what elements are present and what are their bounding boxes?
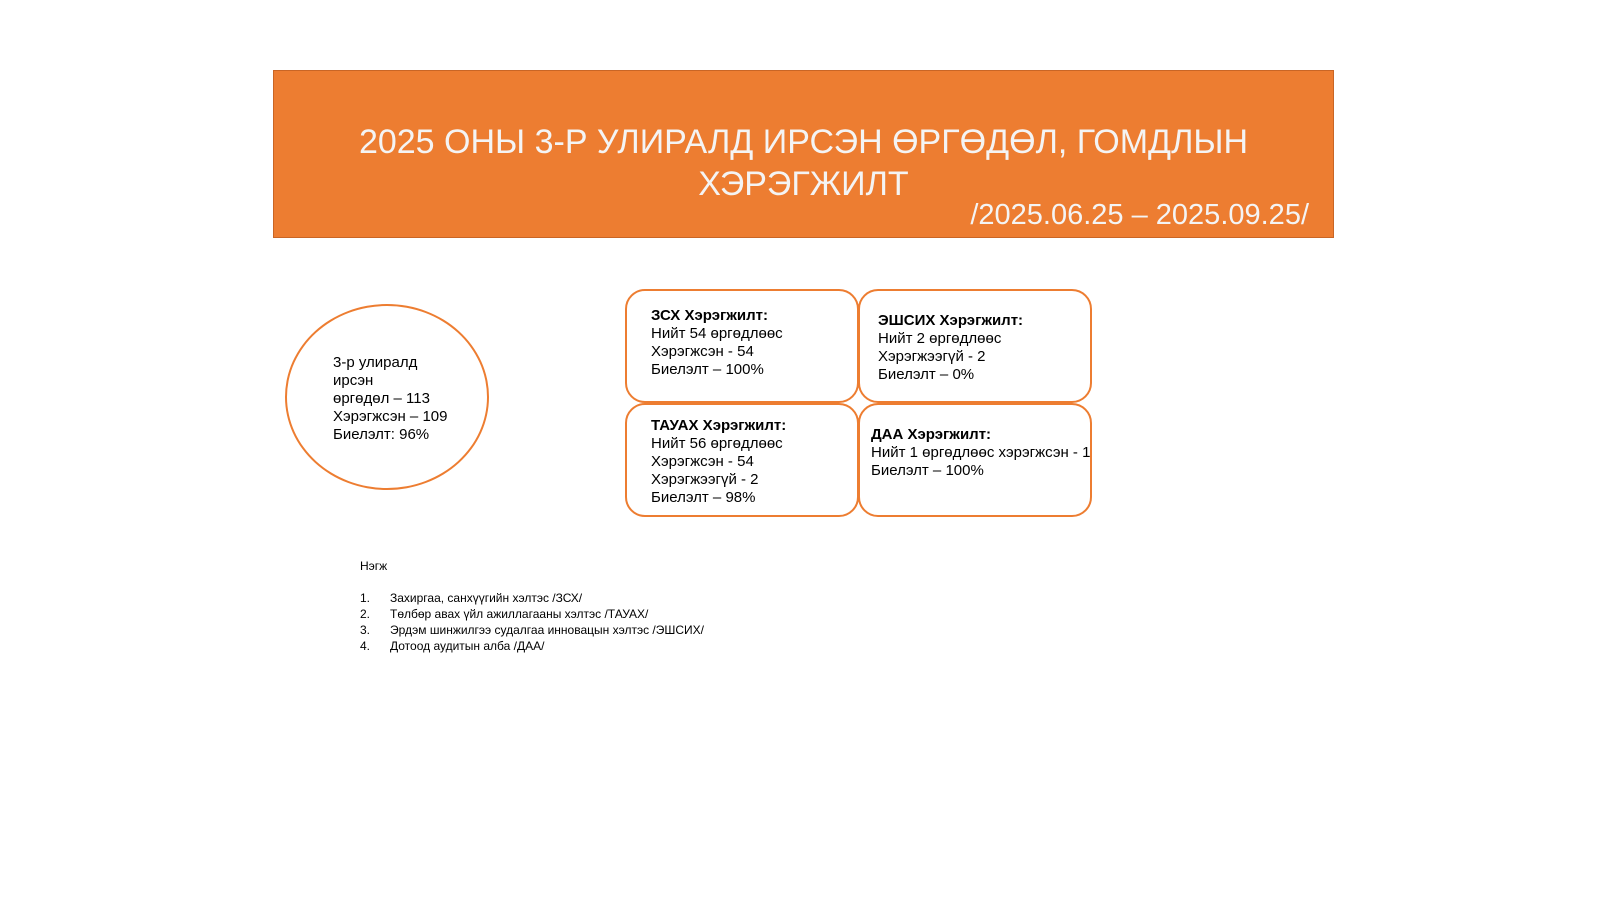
card-line: Нийт 54 өргөдлөөс <box>651 325 783 342</box>
page-title: 2025 ОНЫ 3-Р УЛИРАЛД ИРСЭН ӨРГӨДӨЛ, ГОМДЛЫН ХЭРЭГЖИЛТ <box>358 123 1249 203</box>
card-line: Биелэлт – 100% <box>651 361 764 378</box>
card-line: Биелэлт – 100% <box>871 462 984 479</box>
date-range: /2025.06.25 – 2025.09.25/ <box>970 199 1309 231</box>
card-line: Хэрэгжсэн - 54 <box>651 453 754 470</box>
card-line: Биелэлт – 0% <box>878 366 975 383</box>
card-line: Нийт 1 өргөдлөөс хэрэгжсэн - 1 <box>871 444 1091 461</box>
legend-item-text: Эрдэм шинжилгээ судалгаа инновацын хэлтэс /ЭШСИХ/ <box>390 623 704 637</box>
card-tauax <box>625 403 859 517</box>
card-line: Нийт 2 өргөдлөөс <box>878 330 1002 347</box>
legend-item-number: 4. <box>360 639 371 653</box>
legend-item-text: Захиргаа, санхүүгийн хэлтэс /ЗСХ/ <box>390 591 583 605</box>
card-heading: ТАУАХ Хэрэгжилт: <box>651 417 787 434</box>
card-eshsix <box>858 289 1092 403</box>
card-line: Хэрэгжээгүй - 2 <box>651 471 759 488</box>
legend-item-text: Төлбөр авах үйл ажиллагааны хэлтэс /ТАУАХ/ <box>390 607 649 621</box>
legend-title: Нэгж <box>360 559 388 573</box>
card-heading: ЭШСИХ Хэрэгжилт: <box>878 312 1024 329</box>
title-banner <box>273 70 1334 238</box>
legend-item <box>360 590 720 606</box>
card-zsx <box>625 289 859 403</box>
card-heading: ДАА Хэрэгжилт: <box>871 426 992 443</box>
legend-item-number: 1. <box>360 591 371 605</box>
summary-circle <box>285 304 489 490</box>
card-daa <box>858 403 1092 517</box>
legend-item <box>360 638 720 654</box>
card-line: Биелэлт – 98% <box>651 489 756 506</box>
unit-legend <box>360 558 720 654</box>
legend-item-text: Дотоод аудитын алба /ДАА/ <box>390 639 545 653</box>
card-line: Нийт 56 өргөдлөөс <box>651 435 783 452</box>
card-heading: ЗСХ Хэрэгжилт: <box>651 307 768 324</box>
summary-text: 3-р улиралд ирсэн өргөдөл – 113 Хэрэгжсэн – 109 Биелэлт: 96% <box>333 354 448 443</box>
legend-item <box>360 606 720 622</box>
card-line: Хэрэгжээгүй - 2 <box>878 348 986 365</box>
card-line: Хэрэгжсэн - 54 <box>651 343 754 360</box>
legend-item-number: 3. <box>360 623 371 637</box>
legend-item-number: 2. <box>360 607 371 621</box>
legend-item <box>360 622 720 638</box>
